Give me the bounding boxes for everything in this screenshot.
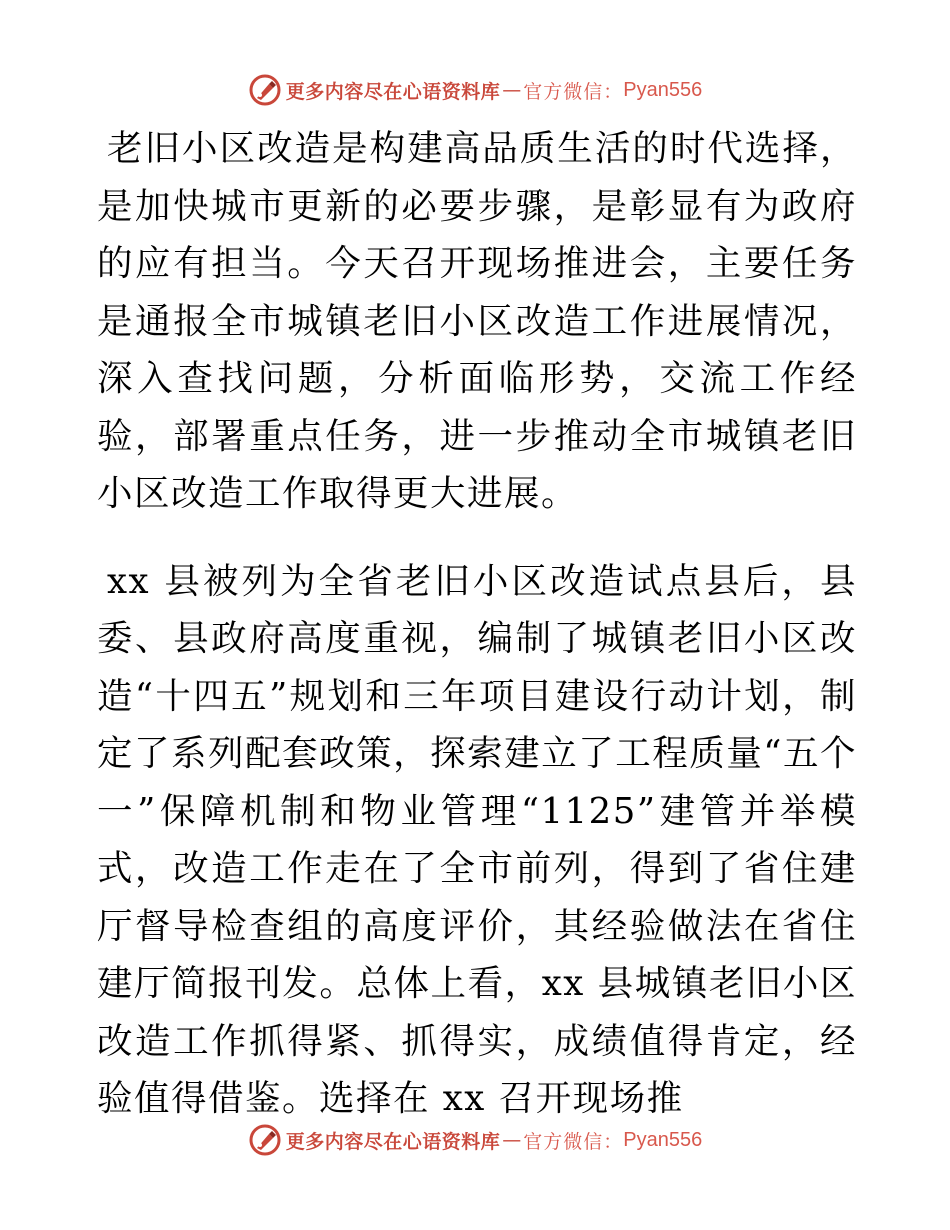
- footer-banner: [0, 1120, 950, 1160]
- pen-nib-logo-icon: [248, 73, 282, 107]
- header-official-label: 官方微信：: [523, 80, 624, 103]
- header-banner: [0, 70, 950, 110]
- header-wechat-id: Pyan556: [623, 78, 703, 101]
- pen-nib-logo-icon: [248, 1123, 282, 1157]
- footer-separator: —: [502, 1129, 522, 1151]
- footer-brand-text: 更多内容尽在心语资料库: [285, 1130, 501, 1153]
- header-brand-text: 更多内容尽在心语资料库: [285, 80, 501, 103]
- paragraph-1: 老旧小区改造是构建高品质生活的时代选择，是加快城市更新的必要步骤，是彰显有为政府的应有担当。今天召开现场推进会，主要任务是通报全市城镇老旧小区改造工作进展情况，深入查找问题，分析面临形势，交流工作经验，部署重点任务，进一步推动全市城镇老旧小区改造工作取得更大进展。: [97, 128, 857, 514]
- header-separator: —: [502, 79, 522, 101]
- paragraph-2: xx 县被列为全省老旧小区改造试点县后，县委、县政府高度重视，编制了城镇老旧小区改造“十四五”规划和三年项目建设行动计划，制定了系列配套政策，探索建立了工程质量“五个一”保障机制和物业管理“1125”建管并举模式，改造工作走在了全市前列，得到了省住建厅督导检查组的高度评价，其经验做法在省住建厅简报刊发。总体上看，xx 县城镇老旧小区改造工作抓得紧、抓得实，成绩值得肯定，经验值得借鉴。选择在 xx 召开现场推: [97, 560, 857, 1119]
- footer-wechat-id: Pyan556: [623, 1128, 703, 1151]
- document-body: [97, 120, 857, 1128]
- footer-official-label: 官方微信：: [523, 1130, 624, 1153]
